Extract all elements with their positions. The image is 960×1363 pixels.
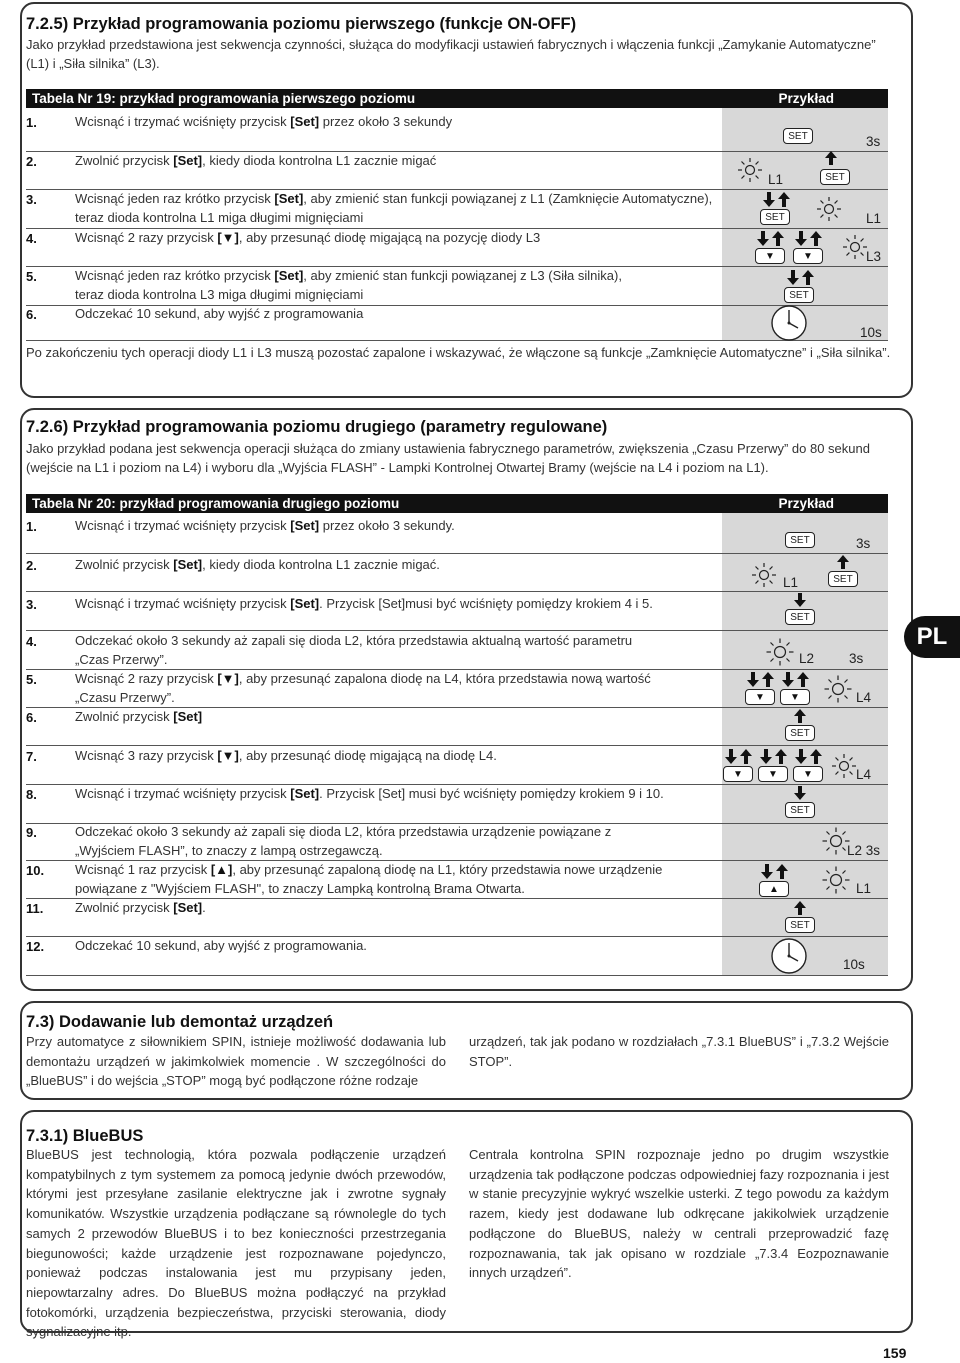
- step-number: 8.: [26, 787, 37, 802]
- down-key-icon: ▼: [793, 248, 823, 264]
- release-arrow-icon: [824, 150, 838, 166]
- step-text: Zwolnić przycisk [Set], kiedy dioda kontrolna L1 zacznie migać: [75, 153, 437, 168]
- row-divider: [26, 630, 888, 631]
- row-divider: [26, 553, 888, 554]
- led-blinking-icon: [751, 562, 777, 588]
- set-key-icon: SET: [783, 128, 813, 144]
- led-label: L2: [799, 651, 815, 666]
- led-time-label: L2 3s: [847, 843, 881, 858]
- step-number: 5.: [26, 672, 37, 687]
- step-number: 4.: [26, 634, 37, 649]
- step-number: 6.: [26, 710, 37, 725]
- led-on-icon: [766, 638, 794, 666]
- led-blinking-icon: [737, 157, 763, 183]
- down-key-icon: ▼: [723, 766, 753, 782]
- led-label: L3: [866, 249, 882, 264]
- step-number: 5.: [26, 269, 37, 284]
- column-right: urządzeń, tak jak podano w rozdziałach „7.3.1 BlueBUS” i „7.3.2 Wejście STOP”.: [469, 1034, 889, 1069]
- down-key-icon: ▼: [745, 689, 775, 705]
- release-arrow-icon: [836, 554, 850, 570]
- column-left: BlueBUS jest technologią, która pozwala podłączenie urządzeń kompatybilnych z tym systemem za pomocą jedynie dwóch przewodów, którymi jest przesyłane zasilanie elektryczne jak i zwrotne sygnały komunikatów. Wszystkie urządzenia podłączane są równolegle do tych samych 2 przewodów BlueBUS i to bez konieczności przestrzegania biegunowości; każde urządzenie jest rozpoznawane pojedynczo, ponieważ podczas instalowania jest mu przypisany jeden, niepowtarzalny adres. Do BlueBUS można podłączyć na przykład fotokomórki, urządzenia bezpieczeństwa, przyciski sterowania, diody sygnalizacyjne itp.: [26, 1147, 446, 1340]
- clock-icon: [770, 937, 808, 975]
- row-divider: [26, 340, 888, 341]
- led-label: L4: [856, 767, 872, 782]
- press-arrows-icon: [794, 230, 824, 247]
- time-label: 3s: [856, 536, 871, 551]
- step-number: 1.: [26, 519, 37, 534]
- section-outro: Po zakończeniu tych operacji diody L1 i L3 muszą pozostać zapalone i wskazywać, że włączone są funkcje „Zamknięcie Automatyczne” i „Siła silnika”.: [26, 345, 891, 360]
- led-label: L1: [866, 211, 882, 226]
- press-arrows-icon: [746, 671, 776, 688]
- step-text: Wcisnąć i trzymać wciśnięty przycisk [Set]. Przycisk [Set] musi być wciśnięty pomiędzy krokiem 9 i 10.: [75, 786, 664, 801]
- step-number: 11.: [26, 901, 44, 916]
- row-divider: [26, 745, 888, 746]
- press-arrows-icon: [786, 269, 816, 286]
- set-key-icon: SET: [785, 609, 815, 625]
- step-number: 9.: [26, 825, 37, 840]
- step-number: 4.: [26, 231, 37, 246]
- press-arrows-icon: [759, 748, 789, 765]
- page-number: 159: [883, 1345, 907, 1361]
- step-text: Odczekać 10 sekund, aby wyjść z programowania.: [75, 938, 367, 953]
- section-intro: Jako przykład podana jest sekwencja operacji służąca do zmiany ustawienia fabrycznego parametrów, zwiększenia „Czasu Przerwy” do 80 sekund (wejście na L1 i poziom na L4) i wyboru dla „Wyjścia FLASH” - Lampki Kontrolnej Otwartej Bramy (wejście na L4 i poziom na L1).: [26, 441, 870, 475]
- set-key-icon: SET: [784, 287, 814, 303]
- step-number: 6.: [26, 307, 37, 322]
- table-20-header: [26, 494, 888, 513]
- set-key-icon: SET: [785, 917, 815, 933]
- step-text: Wcisnąć jeden raz krótko przycisk [Set], aby zmienić stan funkcji powiązanej z L3 (Siła silnika), teraz dioda kontrolna L3 miga długimi mignięciami: [75, 268, 622, 302]
- time-label: 10s: [860, 325, 882, 340]
- step-text: Zwolnić przycisk [Set].: [75, 900, 206, 915]
- step-number: 3.: [26, 192, 37, 207]
- row-divider: [26, 591, 888, 592]
- press-arrows-icon: [781, 671, 811, 688]
- step-text: Wcisnąć 2 razy przycisk [▼], aby przesunąć diodę migającą na pozycję diody L3: [75, 230, 541, 245]
- set-key-icon: SET: [785, 802, 815, 818]
- time-label: 3s: [866, 134, 881, 149]
- led-on-icon: [822, 827, 850, 855]
- led-blinking-icon: [816, 196, 842, 222]
- press-arrows-icon: [756, 230, 786, 247]
- led-label: L1: [768, 172, 784, 187]
- table-title: Tabela Nr 19: przykład programowania pierwszego poziomu: [32, 91, 416, 106]
- press-arrows-icon: [794, 748, 824, 765]
- step-text: Odczekać około 3 sekundy aż zapali się dioda L2, która przedstawia urządzenie powiązane z „Wyjściem FLASH”, to znaczy z lampą ostrzegawczą.: [75, 824, 612, 858]
- press-arrows-icon: [724, 748, 754, 765]
- step-text: Wcisnąć jeden raz krótko przycisk [Set], aby zmienić stan funkcji powiązanej z L1 (Zamknięcie Automatyczne), teraz dioda kontrolna L1 miga długimi mignięciami: [75, 191, 713, 225]
- step-text: Odczekać 10 sekund, aby wyjść z programowania: [75, 306, 364, 321]
- step-text: Odczekać około 3 sekundy aż zapali się dioda L2, która przedstawia aktualną wartość parametru „Czas Przerwy”.: [75, 633, 633, 667]
- step-text: Wcisnąć i trzymać wciśnięty przycisk [Set]. Przycisk [Set]musi być wciśnięty pomiędzy krokiem 4 i 5.: [75, 596, 653, 611]
- column-left: Przy automatyce z siłownikiem SPIN, istnieje możliwość dodawania lub demontażu urządzeń w jakimkolwiek momencie . W szczególności do „BlueBUS” i do wejścia „STOP” mogą być podłączone różne rodzaje: [26, 1034, 446, 1089]
- press-arrows-icon: [762, 191, 792, 208]
- press-arrow-icon: [793, 785, 807, 801]
- led-blinking-icon: [842, 234, 868, 260]
- section-title: 7.2.6) Przykład programowania poziomu drugiego (parametry regulowane): [26, 418, 608, 436]
- set-key-icon: SET: [828, 571, 858, 587]
- release-arrow-icon: [793, 708, 807, 724]
- time-label: 10s: [843, 957, 865, 972]
- table-19-header: [26, 89, 888, 108]
- step-text: Wcisnąć 3 razy przycisk [▼], aby przesunąć diodę migającą na diodę L4.: [75, 748, 497, 763]
- led-label: L1: [856, 881, 872, 896]
- step-text: Wcisnąć i trzymać wciśnięty przycisk [Set] przez około 3 sekundy.: [75, 518, 455, 533]
- step-number: 3.: [26, 597, 37, 612]
- led-label: L1: [783, 575, 799, 590]
- time-label: 3s: [849, 651, 864, 666]
- step-text: Wcisnąć 2 razy przycisk [▼], aby przesunąć zapalona diodę na L4, która przedstawia nową wartość „Czasu Przerwy”.: [75, 671, 651, 705]
- down-key-icon: ▼: [780, 689, 810, 705]
- step-text: Wcisnąć i trzymać wciśnięty przycisk [Set] przez około 3 sekundy: [75, 114, 453, 129]
- step-number: 2.: [26, 558, 37, 573]
- led-label: L4: [856, 690, 872, 705]
- down-key-icon: ▼: [755, 248, 785, 264]
- section-title: 7.2.5) Przykład programowania poziomu pierwszego (funkcje ON-OFF): [26, 15, 577, 33]
- set-key-icon: SET: [785, 725, 815, 741]
- step-text: Zwolnić przycisk [Set], kiedy dioda kontrolna L1 zacznie migać.: [75, 557, 440, 572]
- language-tab: PL: [904, 616, 960, 658]
- step-number: 7.: [26, 749, 37, 764]
- set-key-icon: SET: [785, 532, 815, 548]
- example-header: Przykład: [778, 91, 834, 106]
- column-right: Centrala kontrolna SPIN rozpoznaje jedno po drugim wszystkie urządzenia tak podłączone podczas odpowiedniej fazy rozpoznania i jest w stanie precyzyjnie wykryć wszelkie usterki. Z tego powodu za każdym razem, kiedy jest dodawane lub odkręcane jakikolwiek urządzenie podłączone do BlueBUS, należy w centrali przeprowadzić fazę rozpoznawania, tak jak opisano w rozdziale „7.3.4 Eozpoznawanie innych urządzeń”.: [469, 1147, 889, 1281]
- set-key-icon: SET: [760, 209, 790, 225]
- down-key-icon: ▼: [758, 766, 788, 782]
- row-divider: [26, 975, 888, 976]
- press-arrows-icon: [760, 863, 790, 880]
- step-text: Zwolnić przycisk [Set]: [75, 709, 203, 724]
- step-text: Wcisnąć 1 raz przycisk [▲], aby przesunąć zapaloną diodę na L1, który przedstawia nowe urządzenie powiązane z "Wyjściem FLASH", to znaczy Lampką kontrolną Brama Otwarta.: [75, 862, 663, 896]
- led-blinking-icon: [831, 753, 857, 779]
- section-title: 7.3) Dodawanie lub demontaż urządzeń: [26, 1013, 334, 1031]
- section-intro: Jako przykład przedstawiona jest sekwencja czynności, służąca do modyfikacji ustawień fabrycznych i włączenia funkcji „Zamykanie Automatyczne” (L1) i „Siła silnika” (L3).: [26, 37, 876, 71]
- table-title: Tabela Nr 20: przykład programowania drugiego poziomu: [32, 496, 400, 511]
- step-number: 10.: [26, 863, 45, 878]
- down-key-icon: ▼: [793, 766, 823, 782]
- step-number: 1.: [26, 115, 37, 130]
- led-on-icon: [824, 675, 852, 703]
- step-number: 12.: [26, 939, 45, 954]
- press-arrow-icon: [793, 592, 807, 608]
- up-key-icon: ▲: [759, 881, 789, 897]
- example-header: Przykład: [778, 496, 834, 511]
- section-title: 7.3.1) BlueBUS: [26, 1127, 144, 1145]
- led-on-icon: [822, 866, 850, 894]
- step-number: 2.: [26, 154, 37, 169]
- clock-icon: [770, 304, 808, 342]
- set-key-icon: SET: [820, 169, 850, 185]
- release-arrow-icon: [793, 900, 807, 916]
